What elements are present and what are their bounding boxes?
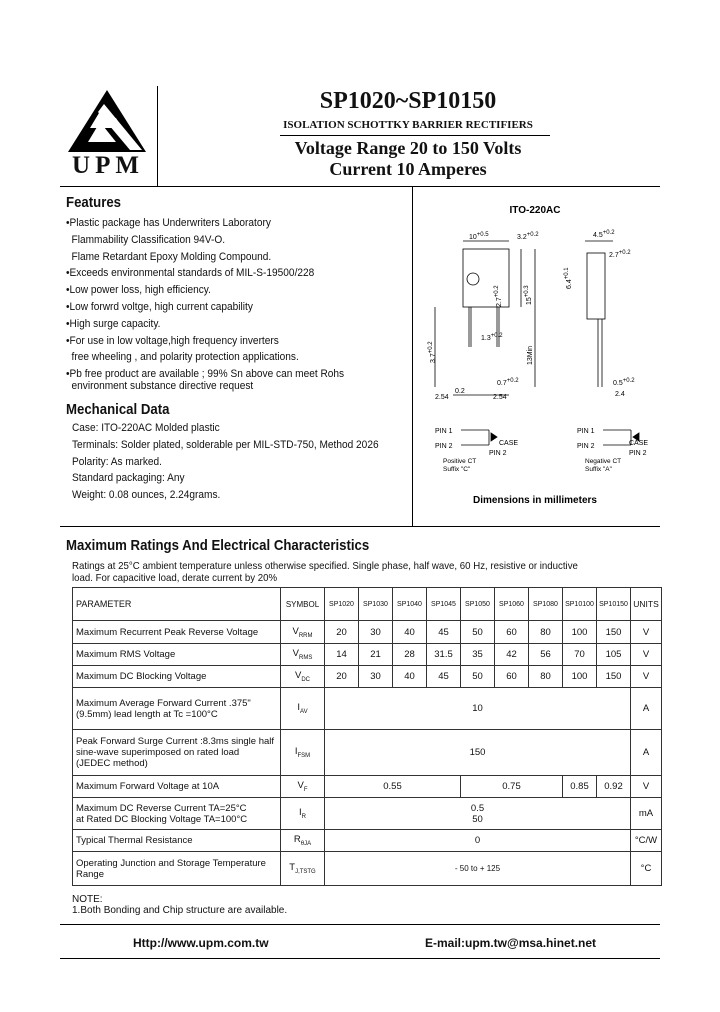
param-cell: Maximum RMS Voltage <box>73 644 281 666</box>
pin-label: PIN 1 <box>577 428 595 435</box>
table-row <box>73 621 662 644</box>
pin-label: PIN 2 <box>435 443 453 450</box>
mechanical-heading: Mechanical Data <box>66 401 170 418</box>
value-cell: 150 <box>597 621 631 644</box>
header-cell: SP10150 <box>597 588 631 621</box>
ratings-note-line: Ratings at 25°C ambient temperature unless otherwise specified. Single phase, half wave, 60 Hz, resistive or inductive <box>72 560 578 572</box>
value-cell: 20 <box>325 666 359 688</box>
value-cell: 20 <box>325 621 359 644</box>
value-cell: 21 <box>359 644 393 666</box>
symbol-cell: $V_{DC}$ <box>281 666 325 688</box>
value-cell: 30 <box>359 621 393 644</box>
value-cell: 14 <box>325 644 359 666</box>
pin-label: PIN 2 <box>577 443 595 450</box>
param-cell: Maximum Recurrent Peak Reverse Voltage <box>73 621 281 644</box>
table-row <box>73 798 662 830</box>
header-cell: SYMBOL <box>281 588 325 621</box>
list-item: •For use in low voltage,high frequency inverters <box>66 334 279 347</box>
dim-label: 2.54 <box>435 394 449 401</box>
ratings-table <box>72 587 662 886</box>
value-cell: 45 <box>427 666 461 688</box>
param-cell: Maximum Forward Voltage at 10A <box>73 776 281 798</box>
dim-label: 3.7+0.2 <box>428 341 437 363</box>
note-line: 1.Both Bonding and Chip structure are available. <box>72 905 288 916</box>
param-cell: Maximum Average Forward Current .375" (9.5mm) lead length at Tc =100°C <box>73 688 281 730</box>
header-cell: PARAMETER <box>73 588 281 621</box>
list-item: Terminals: Solder plated, solderable per MIL-STD-750, Method 2026 <box>72 438 379 451</box>
features-list <box>66 215 344 392</box>
dim-label: 4.5+0.2 <box>593 230 615 239</box>
pin-label: PIN 1 <box>435 428 453 435</box>
package-name: ITO-220AC <box>509 205 561 216</box>
list-item: Flame Retardant Epoxy Molding Compound. <box>71 250 272 263</box>
footer-website[interactable]: Http://www.upm.com.tw <box>133 936 269 950</box>
voltage-range: Voltage Range 20 to 150 Volts <box>294 138 522 158</box>
dim-label: 2.7+0.2 <box>609 250 631 259</box>
table-row <box>73 830 662 852</box>
value-cell: 31.5 <box>427 644 461 666</box>
value-cell: 0.92 <box>597 776 631 798</box>
value-cell: 40 <box>393 621 427 644</box>
ratings-heading: Maximum Ratings And Electrical Characteristics <box>66 537 370 554</box>
value-cell: - 50 to + 125 <box>325 852 631 886</box>
value-cell: 28 <box>393 644 427 666</box>
list-item: •Low forwrd voltge, high current capability <box>66 300 253 313</box>
value-cell: 0.5 50 <box>325 798 631 830</box>
pin-label: CASE <box>629 440 649 447</box>
symbol-cell: $I_{FSM}$ <box>281 730 325 776</box>
pin-label: CASE <box>499 440 519 447</box>
unit-cell: V <box>631 621 662 644</box>
value-cell: 100 <box>563 666 597 688</box>
unit-cell: °C/W <box>631 830 662 852</box>
value-cell: 105 <box>597 644 631 666</box>
value-cell: 60 <box>495 621 529 644</box>
value-cell: 100 <box>563 621 597 644</box>
polarity-label: Positive CT <box>443 458 477 465</box>
value-cell: 150 <box>597 666 631 688</box>
unit-cell: °C <box>631 852 662 886</box>
value-cell: 50 <box>461 666 495 688</box>
dim-label: 0.2 <box>455 388 465 395</box>
dim-label: 15+0.3 <box>524 285 533 305</box>
dim-label: 0.5+0.2 <box>613 378 635 387</box>
list-item: •Exceeds environmental standards of MIL-S-19500/228 <box>66 267 315 280</box>
current-rating: Current 10 Amperes <box>329 159 487 179</box>
value-cell: 70 <box>563 644 597 666</box>
table-row <box>73 666 662 688</box>
value-cell: 0.85 <box>563 776 597 798</box>
symbol-cell: $V_{RRM}$ <box>281 621 325 644</box>
table-row <box>73 644 662 666</box>
ratings-note-line: load. For capacitive load, derate current by 20% <box>72 572 278 584</box>
list-item: •Low power loss, high efficiency. <box>66 284 211 297</box>
note-title: NOTE: <box>72 894 103 905</box>
unit-cell: V <box>631 644 662 666</box>
front-view <box>435 241 535 395</box>
dim-label: 1.3+0.2 <box>481 333 503 342</box>
dim-label: 6.4+0.1 <box>564 267 573 289</box>
list-item: free wheeling , and polarity protection applications. <box>71 351 299 364</box>
value-cell: 10 <box>325 688 631 730</box>
value-cell: 45 <box>427 621 461 644</box>
ratings-note <box>72 560 578 584</box>
param-cell: Typical Thermal Resistance <box>73 830 281 852</box>
unit-cell: V <box>631 776 662 798</box>
param-cell: Maximum DC Reverse Current TA=25°C at Rated DC Blocking Voltage TA=100°C <box>73 798 281 830</box>
side-view <box>585 241 613 387</box>
table-row <box>73 776 662 798</box>
section-rule <box>60 526 660 527</box>
list-item: Weight: 0.08 ounces, 2.24grams. <box>72 489 221 502</box>
features-heading: Features <box>66 194 122 211</box>
header-cell: SP10100 <box>563 588 597 621</box>
polarity-label: Negative CT <box>585 458 622 465</box>
part-number-title: SP1020~SP10150 <box>319 88 497 114</box>
value-cell: 40 <box>393 666 427 688</box>
footer-rule <box>60 924 660 925</box>
table-row <box>73 730 662 776</box>
value-cell: 56 <box>529 644 563 666</box>
suffix-label: Suffix "A" <box>585 466 612 473</box>
symbol-cell: $V_{RMS}$ <box>281 644 325 666</box>
list-item: Case: ITO-220AC Molded plastic <box>72 422 220 434</box>
unit-cell: V <box>631 666 662 688</box>
mechanical-list <box>72 420 379 504</box>
footer-bottom-rule <box>60 958 660 959</box>
value-cell: 50 <box>461 621 495 644</box>
list-item: •Plastic package has Underwriters Laboratory <box>66 217 271 229</box>
param-cell: Operating Junction and Storage Temperature Range <box>73 852 281 886</box>
list-item: environment substance directive request <box>71 380 254 393</box>
list-item: Flammability Classification 94V-O. <box>71 233 226 246</box>
unit-cell: A <box>631 730 662 776</box>
symbol-cell: $I_R$ <box>281 798 325 830</box>
dim-label: 13Min <box>527 345 534 365</box>
symbol-cell: $I_{AV}$ <box>281 688 325 730</box>
unit-cell: A <box>631 688 662 730</box>
value-cell: 35 <box>461 644 495 666</box>
header-cell: SP1040 <box>393 588 427 621</box>
symbol-cell: $V_F$ <box>281 776 325 798</box>
value-cell: 30 <box>359 666 393 688</box>
list-item: Polarity: As marked. <box>72 455 163 468</box>
table-header-row <box>73 588 662 621</box>
param-cell: Maximum DC Blocking Voltage <box>73 666 281 688</box>
value-cell: 42 <box>495 644 529 666</box>
list-item: •Pb free product are available ; 99% Sn above can meet Rohs <box>66 368 345 381</box>
value-cell: 0.55 <box>325 776 461 798</box>
diagram-caption: Dimensions in millimeters <box>473 495 597 506</box>
dim-label: 0.7+0.2 <box>497 378 519 387</box>
suffix-label: Suffix "C" <box>443 466 471 473</box>
dim-label: 2.4 <box>615 391 625 398</box>
symbol-cell: $R_{\theta JA}$ <box>281 830 325 852</box>
value-cell: 60 <box>495 666 529 688</box>
pin-label: PIN 2 <box>629 450 647 457</box>
dim-label: 2.7+0.2 <box>494 285 503 307</box>
table-row <box>73 852 662 886</box>
value-cell: 0 <box>325 830 631 852</box>
package-diagram <box>413 187 660 526</box>
header-cell: SP1020 <box>325 588 359 621</box>
header-cell: SP1060 <box>495 588 529 621</box>
unit-cell: mA <box>631 798 662 830</box>
value-cell: 0.75 <box>461 776 563 798</box>
param-cell: Peak Forward Surge Current :8.3ms single half sine-wave superimposed on rated load (JEDEC method) <box>73 730 281 776</box>
list-item: •High surge capacity. <box>66 317 161 330</box>
header-cell: UNITS <box>631 588 662 621</box>
header-cell: SP1030 <box>359 588 393 621</box>
symbol-cell: $T_{J,TSTG}$ <box>281 852 325 886</box>
dim-label: 10+0.5 <box>469 232 489 241</box>
value-cell: 80 <box>529 666 563 688</box>
header-cell: SP1045 <box>427 588 461 621</box>
dim-label: 3.2+0.2 <box>517 232 539 241</box>
subtitle: ISOLATION SCHOTTKY BARRIER RECTIFIERS <box>283 119 533 131</box>
pin-label: PIN 2 <box>489 450 507 457</box>
header-cell: SP1050 <box>461 588 495 621</box>
dim-label: 2.54 <box>493 394 507 401</box>
positive-ct-schematic <box>461 430 497 445</box>
footer-email[interactable]: E-mail:upm.tw@msa.hinet.net <box>425 936 597 950</box>
header-cell: SP1080 <box>529 588 563 621</box>
subtitle-rule <box>280 135 550 136</box>
logo-text: UPM <box>72 152 144 179</box>
value-cell: 150 <box>325 730 631 776</box>
value-cell: 80 <box>529 621 563 644</box>
table-row <box>73 688 662 730</box>
list-item: Standard packaging: Any <box>72 472 185 485</box>
